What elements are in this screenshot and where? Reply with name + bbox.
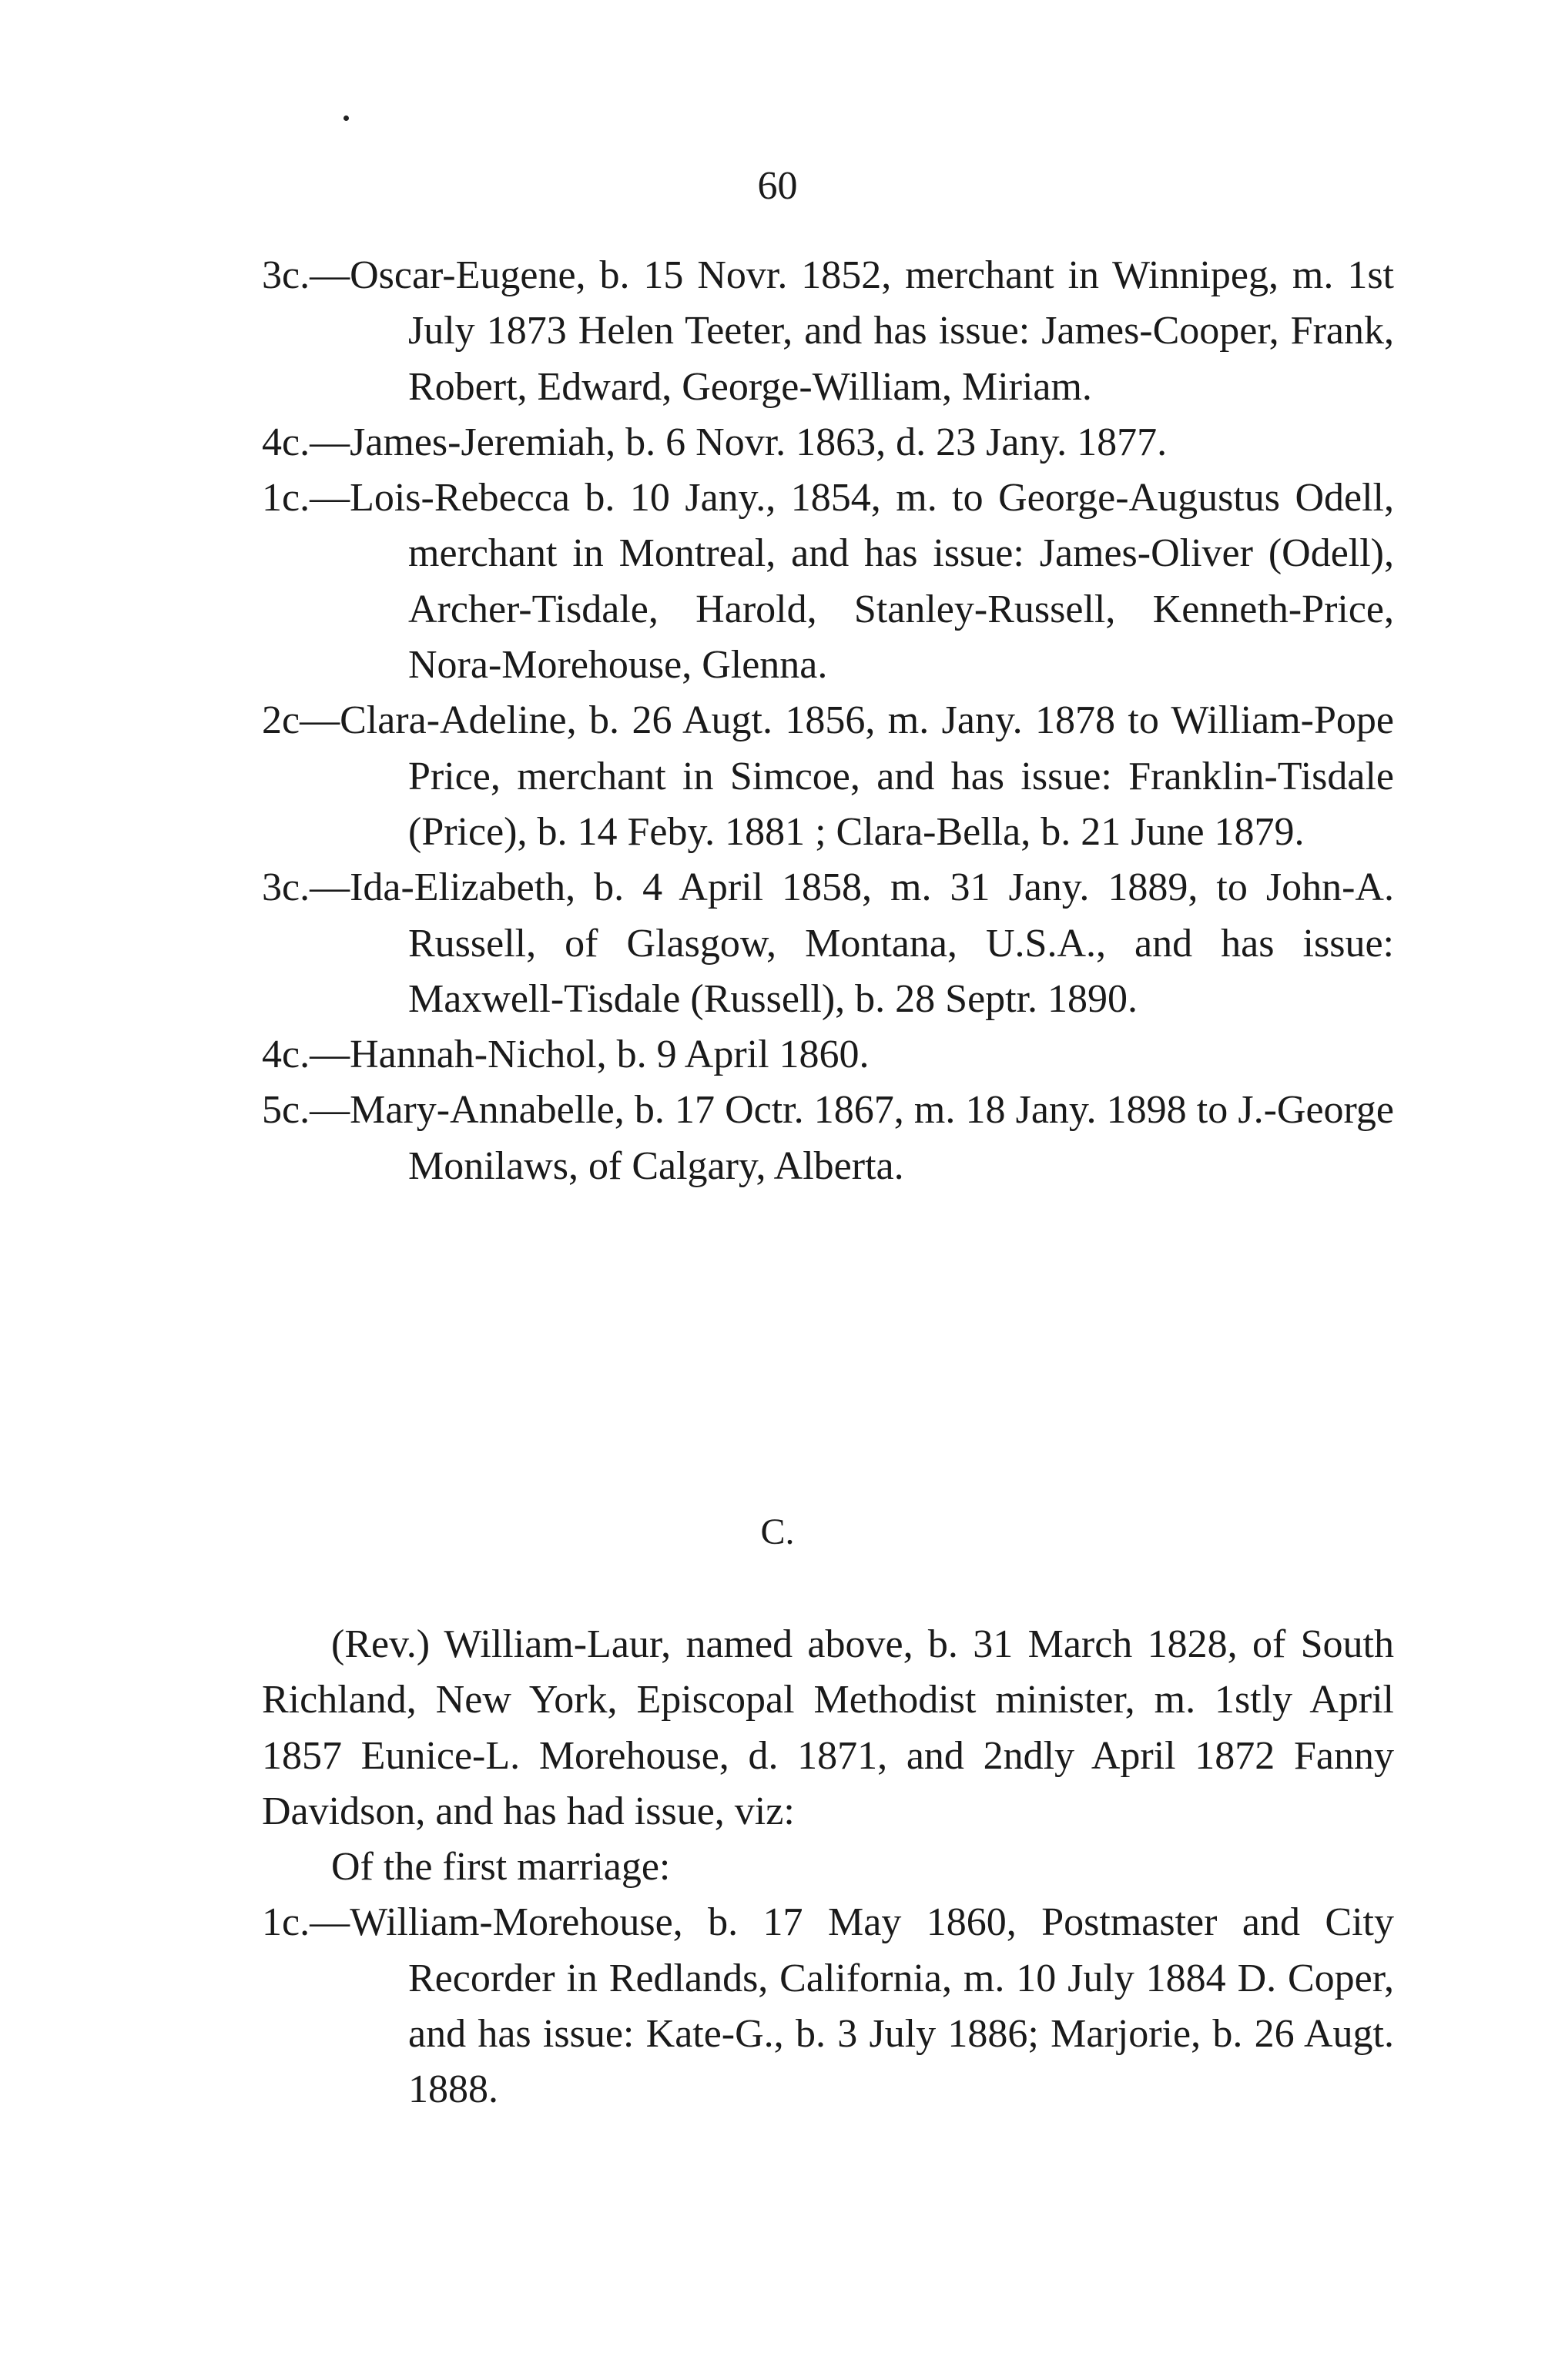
entry-lois-rebecca: 1c.—Lois-Rebecca b. 10 Jany., 1854, m. to George-Augustus Odell, merchant in Montreal, and has issue: James-Oliver (Odell), Archer-Tisdale, Harold, Stanley-Russell, Kenneth-Price, Nora-Morehouse, Glenna. [262,476,1394,688]
paragraph-william-laur: (Rev.) William-Laur, named above, b. 31 March 1828, of South Richland, New York, Episcopal Methodist minister, m. 1stly April 1857 Eunice-L. Morehouse, d. 1871, and 2ndly April 1872 Fanny Davidson, and has had issue, viz: [262,1622,1394,1833]
entry-william-morehouse: 1c.—William-Morehouse, b. 17 May 1860, Postmaster and City Recorder in Redlands, California, m. 10 July 1884 D. Coper, and has issue: Kate-G., b. 3 July 1886; Marjorie, b. 26 Augt. 1888. [262,1900,1394,2112]
entry-mary-annabelle: 5c.—Mary-Annabelle, b. 17 Octr. 1867, m. 18 Jany. 1898 to J.-George Monilaws, of Calgary, Alberta. [262,1088,1394,1188]
section-letter: C. [760,1511,795,1552]
genealogy-entries-top [262,248,1394,1194]
subheading-first-marriage: Of the first marriage: [331,1845,671,1890]
entry-james-jeremiah: 4c.—James-Jeremiah, b. 6 Novr. 1863, d. 23 Jany. 1877. [262,420,1168,464]
entry-clara-adeline: 2c—Clara-Adeline, b. 26 Augt. 1856, m. Jany. 1878 to William-Pope Price, merchant in Simcoe, and has issue: Franklin-Tisdale (Price), b. 14 Feby. 1881 ; Clara-Bella, b. 21 June 1879. [262,698,1394,854]
print-speck [344,115,349,121]
section-c-body [262,1617,1394,2118]
entry-ida-elizabeth: 3c.—Ida-Elizabeth, b. 4 April 1858, m. 31 Jany. 1889, to John-A. Russell, of Glasgow, Montana, U.S.A., and has issue: Maxwell-Tisdale (Russell), b. 28 Septr. 1890. [262,865,1394,1021]
page-number: 60 [757,164,798,208]
entry-oscar-eugene: 3c.—Oscar-Eugene, b. 15 Novr. 1852, merchant in Winnipeg, m. 1st July 1873 Helen Teeter, and has issue: James-Cooper, Frank, Robert, Edward, George-William, Miriam. [262,253,1394,409]
entry-hannah-nichol: 4c.—Hannah-Nichol, b. 9 April 1860. [262,1033,870,1077]
